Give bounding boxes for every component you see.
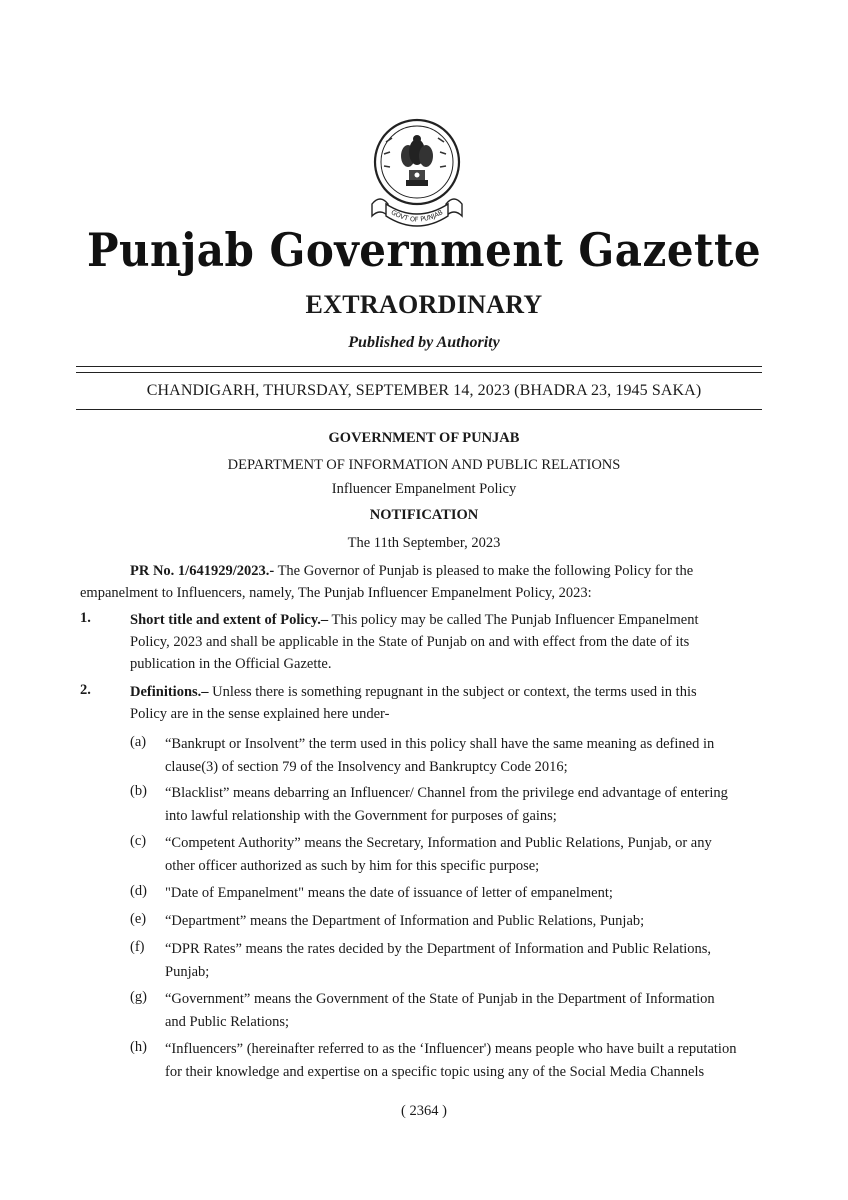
department-heading: DEPARTMENT OF INFORMATION AND PUBLIC RELATIONS	[227, 457, 621, 473]
definition-a-line-2: clause(3) of section 79 of the Insolvency and Bankruptcy Code 2016;	[165, 759, 568, 775]
policy-subject: Influencer Empanelment Policy	[331, 481, 517, 497]
published-by-line: Published by Authority	[348, 334, 500, 351]
definition-c-line-2: other officer authorized as such by him for this specific purpose;	[165, 858, 540, 874]
section-heading: Short title and extent of Policy.–	[130, 612, 329, 628]
definition-d-line-1: "Date of Empanelment" means the date of issuance of letter of empanelment;	[165, 885, 613, 901]
definition-h-line-2: for their knowledge and expertise on a specific topic using any of the Social Media Channels	[165, 1064, 705, 1080]
section-heading: Definitions.–	[130, 684, 209, 700]
section-1-line-1	[130, 609, 762, 632]
preamble-line-2: empanelment to Influencers, namely, The Punjab Influencer Empanelment Policy, 2023:	[80, 585, 592, 601]
definition-label: (g)	[130, 989, 147, 1005]
gazette-masthead-title: Punjab Government Gazette	[86, 224, 762, 277]
definition-label: (h)	[130, 1039, 147, 1055]
section-2-line-2: Policy are in the sense explained here under-	[130, 706, 390, 722]
pr-number: PR No. 1/641929/2023.-	[130, 563, 275, 579]
definition-label: (a)	[130, 734, 147, 750]
section-number: 1.	[80, 610, 91, 626]
divider-bottom	[76, 409, 762, 410]
definition-c-line-1: “Competent Authority” means the Secretary, Information and Public Relations, Punjab, or any	[165, 835, 712, 851]
section-text: This policy may be called The Punjab Influencer Empanelment	[331, 612, 699, 628]
emblem-ribbon-text: GOVT OF PUNJAB	[389, 208, 445, 224]
notification-date: The 11th September, 2023	[347, 535, 501, 551]
definition-f-line-2: Punjab;	[165, 964, 210, 980]
definition-label: (d)	[130, 883, 147, 899]
definition-label: (f)	[130, 939, 145, 955]
definition-g-line-1: “Government” means the Government of the State of Punjab in the Department of Information	[165, 991, 715, 1007]
divider-top-1	[76, 366, 762, 367]
section-text: Unless there is something repugnant in the subject or context, the terms used in this	[212, 684, 697, 700]
section-number: 2.	[80, 682, 91, 698]
definition-a-line-1: “Bankrupt or Insolvent” the term used in this policy shall have the same meaning as defined in	[165, 736, 715, 752]
section-2-line-1	[130, 681, 762, 704]
definition-b-line-2: into lawful relationship with the Government for purposes of gains;	[165, 808, 557, 824]
gazette-subtitle: EXTRAORDINARY	[305, 290, 543, 319]
definition-label: (e)	[130, 911, 147, 927]
section-1-line-2: Policy, 2023 and shall be applicable in the State of Punjab on and with effect from the date of its	[130, 634, 690, 650]
definition-h-line-1: “Influencers” (hereinafter referred to as the ‘Influencer') means people who have built a reputation	[165, 1041, 737, 1057]
definition-label: (c)	[130, 833, 147, 849]
preamble-text: The Governor of Punjab is pleased to make the following Policy for the	[277, 563, 694, 579]
preamble-line-1	[130, 560, 762, 583]
government-heading: GOVERNMENT OF PUNJAB	[328, 430, 520, 446]
definition-g-line-2: and Public Relations;	[165, 1014, 290, 1030]
definition-b-line-1: “Blacklist” means debarring an Influencer/ Channel from the privilege end advantage of entering	[165, 785, 728, 801]
state-emblem-icon	[358, 112, 476, 234]
notification-heading: NOTIFICATION	[369, 507, 479, 523]
page-number: ( 2364 )	[401, 1103, 447, 1119]
dateline: CHANDIGARH, THURSDAY, SEPTEMBER 14, 2023 (BHADRA 23, 1945 SAKA)	[146, 382, 702, 399]
definition-label: (b)	[130, 783, 147, 799]
divider-top-2	[76, 372, 762, 373]
definition-f-line-1: “DPR Rates” means the rates decided by the Department of Information and Public Relations,	[165, 941, 712, 957]
section-1-line-3: publication in the Official Gazette.	[130, 656, 332, 672]
definition-e-line-1: “Department” means the Department of Information and Public Relations, Punjab;	[165, 913, 645, 929]
